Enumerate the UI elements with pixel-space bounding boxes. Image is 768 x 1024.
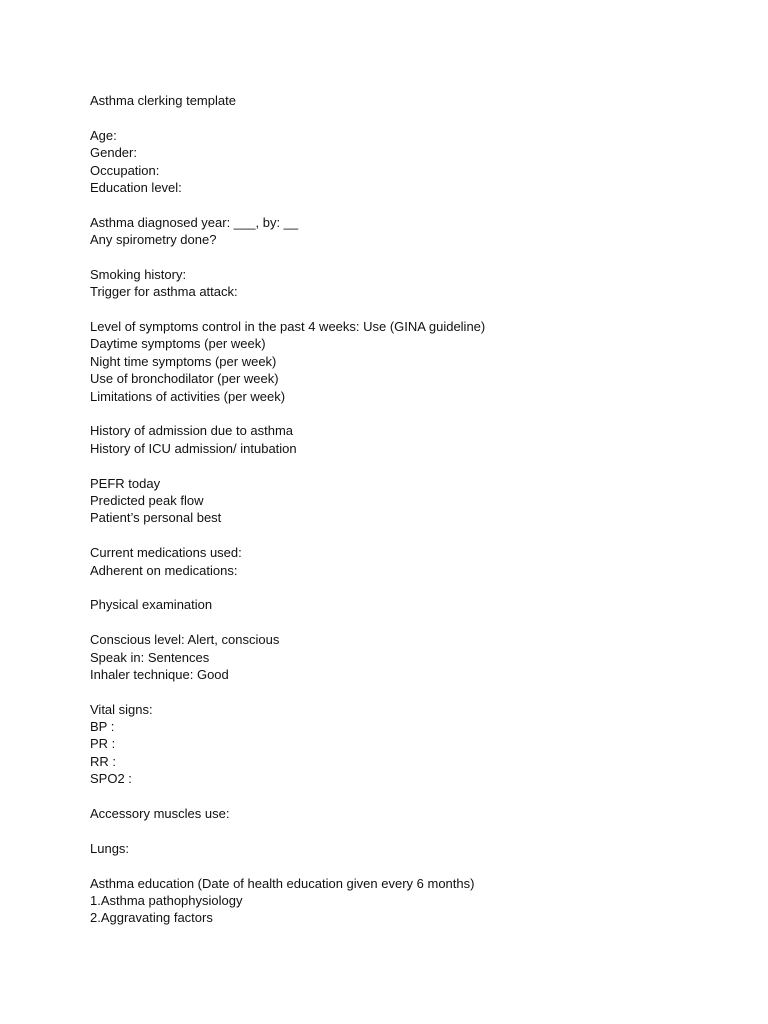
field-rr: RR : — [90, 753, 116, 769]
spacer — [90, 857, 730, 874]
field-night-symptoms: Night time symptoms (per week) — [90, 353, 277, 369]
field-pr: PR : — [90, 736, 116, 752]
field-speech: Speak in: Sentences — [90, 649, 210, 665]
document-title: Asthma clerking template — [90, 93, 236, 108]
field-predicted-peak-flow: Predicted peak flow — [90, 492, 204, 508]
spacer — [90, 614, 730, 631]
spacer — [90, 579, 730, 596]
symptom-control-heading: Level of symptoms control in the past 4 weeks: Use (GINA guideline) — [90, 319, 486, 335]
spacer — [90, 196, 730, 213]
field-spo2: SPO2 : — [90, 771, 132, 787]
field-bp: BP : — [90, 719, 115, 735]
field-bronchodilator-use: Use of bronchodilator (per week) — [90, 371, 279, 387]
field-education-level: Education level: — [90, 179, 182, 195]
field-pefr-today: PEFR today — [90, 475, 161, 491]
document-body — [90, 92, 730, 927]
field-current-medications: Current medications used: — [90, 545, 242, 561]
spacer — [90, 788, 730, 805]
field-conscious-level: Conscious level: Alert, conscious — [90, 632, 280, 648]
field-daytime-symptoms: Daytime symptoms (per week) — [90, 336, 266, 352]
exam-heading: Physical examination — [90, 597, 213, 613]
field-occupation: Occupation: — [90, 162, 160, 178]
field-accessory-muscles: Accessory muscles use: — [90, 806, 230, 822]
education-heading: Asthma education (Date of health education given every 6 months) — [90, 875, 475, 891]
spacer — [90, 822, 730, 839]
field-icu-history: History of ICU admission/ intubation — [90, 440, 297, 456]
field-lungs: Lungs: — [90, 840, 130, 856]
vitals-heading: Vital signs: — [90, 701, 153, 717]
field-trigger: Trigger for asthma attack: — [90, 284, 238, 300]
spacer — [90, 301, 730, 318]
field-adherence: Adherent on medications: — [90, 562, 238, 578]
spacer — [90, 527, 730, 544]
spacer — [90, 405, 730, 422]
field-spirometry: Any spirometry done? — [90, 232, 217, 248]
field-gender: Gender: — [90, 145, 137, 161]
spacer — [90, 249, 730, 266]
education-item-aggravating-factors: 2.Aggravating factors — [90, 910, 213, 926]
field-diagnosed-year: Asthma diagnosed year: ___, by: __ — [90, 214, 299, 230]
field-age: Age: — [90, 127, 117, 143]
spacer — [90, 457, 730, 474]
field-admission-history: History of admission due to asthma — [90, 423, 294, 439]
education-item-pathophysiology: 1.Asthma pathophysiology — [90, 892, 243, 908]
field-smoking-history: Smoking history: — [90, 266, 187, 282]
spacer — [90, 683, 730, 700]
field-activity-limitations: Limitations of activities (per week) — [90, 388, 286, 404]
spacer — [90, 109, 730, 126]
field-inhaler-technique: Inhaler technique: Good — [90, 666, 229, 682]
field-personal-best: Patient’s personal best — [90, 510, 222, 526]
